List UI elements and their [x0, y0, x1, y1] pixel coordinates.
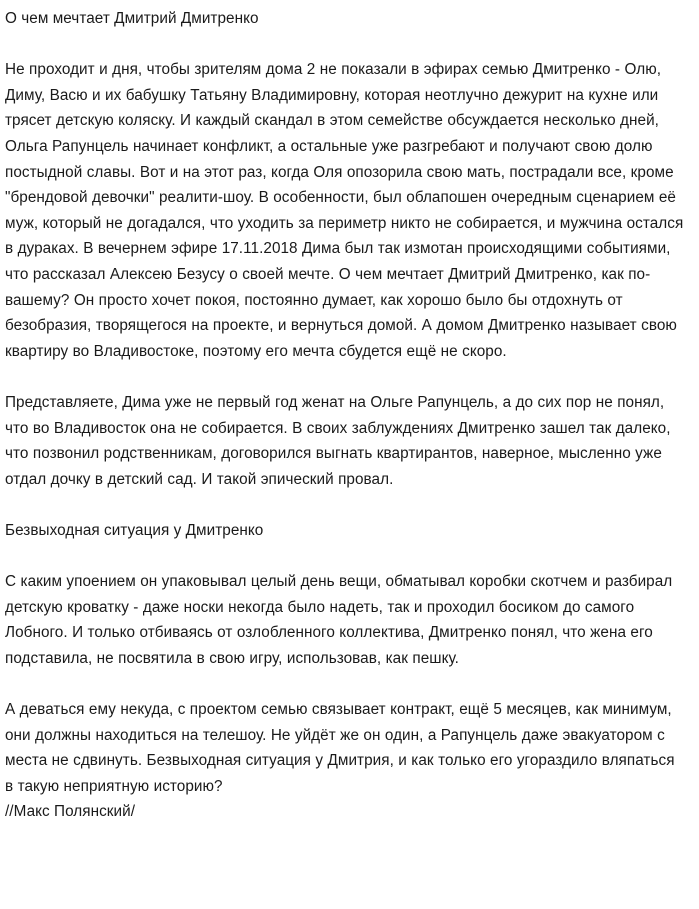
- article-paragraph-2: Представляете, Дима уже не первый год женат на Ольге Рапунцель, а до сих пор не понял, что во Владивосток она не собирается. В своих заблуждениях Дмитренко зашел так далеко, что позвонил родственникам, договорился выгнать квартирантов, наверное, мысленно уже отдал дочку в детский сад. И такой эпический провал.: [5, 393, 671, 488]
- article-paragraph-3: С каким упоением он упаковывал целый день вещи, обматывал коробки скотчем и разбирал детскую кроватку - даже носки некогда было надеть, так и проходил босиком до самого Лобного. И только отбиваясь от озлобленного коллектива, Дмитренко понял, что жена его подставила, не посвятила в свою игру, использовав, как пешку.: [5, 573, 673, 667]
- page-title: О чем мечтает Дмитрий Дмитренко: [5, 10, 259, 27]
- paragraph-spacer-4: [5, 671, 685, 697]
- article-paragraph-1: Не проходит и дня, чтобы зрителям дома 2 не показали в эфирах семью Дмитренко - Олю, Диму, Васю и их бабушку Татьяну Владимировну, которая неотлучно дежурит на кухне или трясет детскую коляску. И каждый скандал в этом семействе обсуждается несколько дней, Ольга Рапунцель начинает конфликт, а остальные уже разгребают и получают свою долю постыдной славы. Вот и на этот раз, когда Оля опозорила свою мать, пострадали все, кроме "брендовой девочки" реалити-шоу. В особенности, был облапошен очередным сценарием её муж, который не догадался, что уходить за периметр никто не собирается, и мужчина остался в дураках. В вечернем эфире 17.11.2018 Дима был так измотан происходящими событиями, что рассказал Алексею Безусу о своей мечте. О чем мечтает Дмитрий Дмитренко, как по-вашему? Он просто хочет покоя, постоянно думает, как хорошо было бы отдохнуть от безобразия, творящегося на проекте, и вернуться домой. А домом Дмитренко называет свою квартиру во Владивостоке, поэтому его мечта сбудется ещё не скоро.: [5, 61, 684, 360]
- paragraph-spacer-1: [5, 364, 685, 390]
- paragraph-spacer-3: [5, 543, 685, 569]
- article-paragraph-4: А деваться ему некуда, с проектом семью связывает контракт, ещё 5 месяцев, как минимум, они должны находиться на телешоу. Не уйдёт же он один, а Рапунцель даже эвакуатором с места не сдвинуть. Безвыходная ситуация у Дмитрия, и как только его угораздило вляпаться в такую неприятную историю?: [5, 701, 675, 795]
- paragraph-spacer-2: [5, 492, 685, 518]
- author-signature: //Макс Полянский/: [5, 803, 136, 821]
- title-spacer: [5, 32, 685, 58]
- section-subheading: Безвыходная ситуация у Дмитренко: [5, 521, 264, 539]
